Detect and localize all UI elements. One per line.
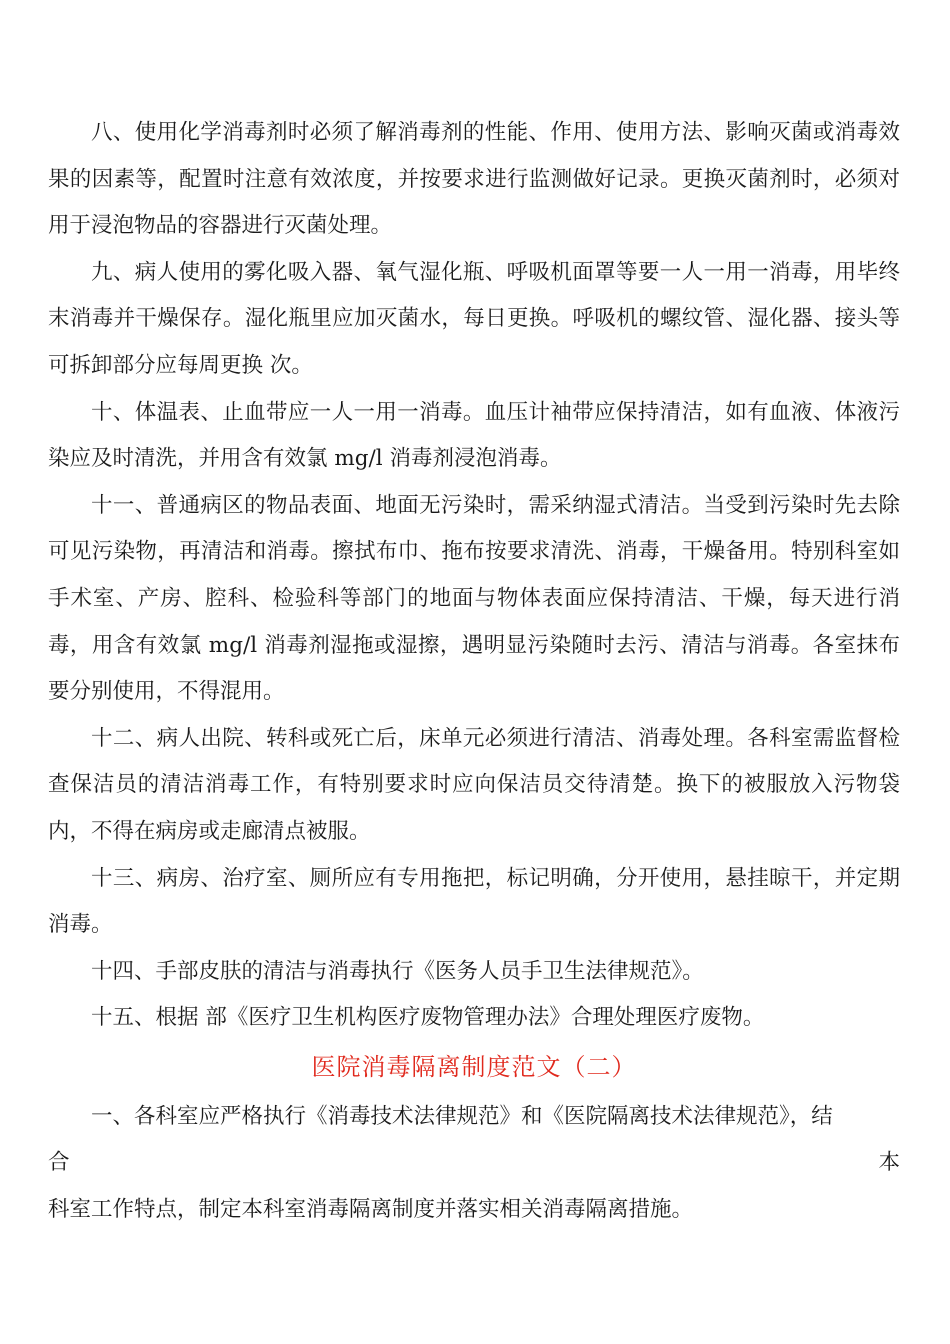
paragraph-item-13: 十三、病房、治疗室、厕所应有专用拖把，标记明确，分开使用，悬挂晾干，并定期消毒。 (48, 865, 900, 938)
section-paragraph-first-line: 一、各科室应严格执行《消毒技术法律规范》和《医院隔离技术法律规范》，结 (91, 1103, 833, 1129)
split-line-right: 本 (878, 1150, 900, 1176)
paragraph-item-8: 八、使用化学消毒剂时必须了解消毒剂的性能、作用、使用方法、影响灭菌或消毒效果的因素等，配置时注意有效浓度，并按要求进行监测做好记录。更换灭菌剂时，必须对用于浸泡物品的容器进行灭菌处理。 (48, 120, 900, 239)
paragraph-item-11: 十一、普通病区的物品表面、地面无污染时，需采纳湿式清洁。当受到污染时先去除可见污染物，再清洁和消毒。擦拭布巾、拖布按要求清洗、消毒，干燥备用。特别科室如手术室、产房、腔科、检验科等部门的地面与物体表面应保持清洁、干燥，每天进行消毒，用含有效氯 mg/l 消毒剂湿拖或湿擦，遇明显污染随时去污、清洁与消毒。各室抹布要分别使用，不得混用。 (48, 492, 900, 705)
section-heading: 医院消毒隔离制度范文（二） (311, 1052, 637, 1081)
split-line-left: 合 (48, 1150, 70, 1176)
paragraph-item-10: 十、体温表、止血带应一人一用一消毒。血压计袖带应保持清洁，如有血液、体液污染应及时清洗，并用含有效氯 mg/l 消毒剂浸泡消毒。 (48, 399, 900, 472)
paragraph-item-9: 九、病人使用的雾化吸入器、氧气湿化瓶、呼吸机面罩等要一人一用一消毒，用毕终末消毒并干燥保存。湿化瓶里应加灭菌水，每日更换。呼吸机的螺纹管、湿化器、接头等可拆卸部分应每周更换 次。 (48, 259, 900, 378)
section-paragraph-last-line: 科室工作特点，制定本科室消毒隔离制度并落实相关消毒隔离措施。 (48, 1197, 694, 1223)
paragraph-item-12: 十二、病人出院、转科或死亡后，床单元必须进行清洁、消毒处理。各科室需监督检查保洁员的清洁消毒工作，有特别要求时应向保洁员交待清楚。换下的被服放入污物袋内，不得在病房或走廊清点被服。 (48, 725, 900, 844)
paragraph-item-15: 十五、根据 部《医疗卫生机构医疗废物管理办法》合理处理医疗废物。 (91, 1005, 765, 1031)
document-body (48, 110, 900, 1234)
paragraph-item-14: 十四、手部皮肤的清洁与消毒执行《医务人员手卫生法律规范》。 (91, 958, 704, 984)
section-paragraph-split-line (48, 1140, 900, 1187)
